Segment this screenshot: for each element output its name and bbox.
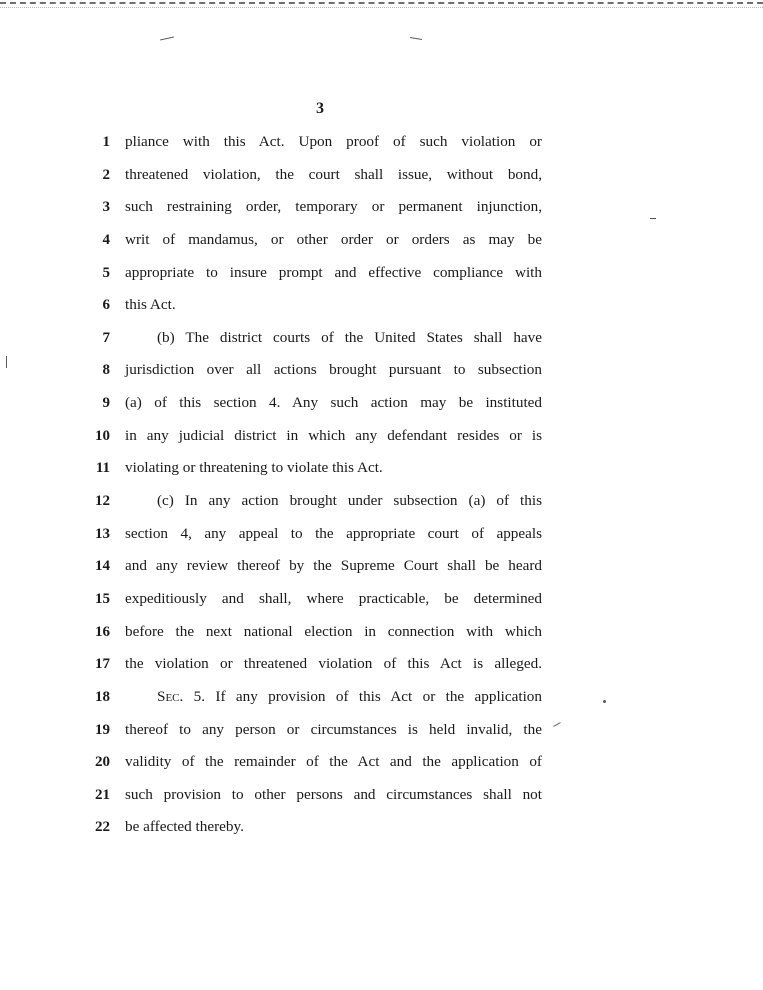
line-text: threatened violation, the court shall issue, without bond, [125, 165, 542, 183]
line-text: violating or threatening to violate this Act. [125, 459, 383, 477]
line-number: 13 [95, 525, 110, 542]
line-number: 10 [95, 427, 110, 444]
line-number: 14 [95, 558, 110, 575]
line-text: in any judicial district in which any defendant resides or is [125, 426, 542, 444]
line-text: (b) The district courts of the United States shall have [157, 328, 542, 346]
line-text: before the next national election in connection with which [125, 622, 542, 640]
line-text: this Act. [125, 296, 176, 314]
text-line [0, 716, 763, 749]
line-text: appropriate to insure prompt and effective compliance with [125, 263, 542, 281]
text-line [0, 291, 763, 324]
line-text: such restraining order, temporary or permanent injunction, [125, 198, 542, 216]
line-number: 21 [95, 786, 110, 803]
section-text: 5. If any provision of this Act or the application [183, 687, 542, 705]
top-border-rule [0, 2, 763, 4]
page-number: 3 [316, 100, 324, 117]
line-number: 1 [102, 134, 110, 150]
text-line [0, 618, 763, 651]
line-text: (a) of this section 4. Any such action may be instituted [125, 394, 542, 412]
text-line [0, 389, 763, 422]
bill-text [0, 128, 763, 846]
line-number: 3 [102, 199, 110, 216]
section-label: Sec. [157, 687, 184, 705]
top-border-dots [0, 7, 763, 8]
line-text: validity of the remainder of the Act and the application of [125, 753, 542, 771]
text-line [0, 128, 763, 161]
text-line [0, 324, 763, 357]
text-line [0, 193, 763, 226]
line-text: section 4, any appeal to the appropriate court of appeals [125, 524, 542, 542]
line-number: 6 [102, 297, 110, 314]
line-text: pliance with this Act. Upon proof of such violation or [125, 133, 542, 150]
line-number: 12 [95, 493, 110, 510]
line-text: jurisdiction over all actions brought pursuant to subsection [125, 361, 542, 379]
line-text: such provision to other persons and circumstances shall not [125, 785, 542, 803]
line-number: 15 [95, 590, 110, 607]
line-text: writ of mandamus, or other order or orders as may be [125, 230, 542, 248]
text-line [0, 422, 763, 455]
line-number: 16 [95, 623, 110, 640]
line-number: 9 [102, 395, 110, 412]
text-line [0, 650, 763, 683]
line-number: 20 [95, 754, 110, 771]
line-number: 4 [102, 231, 110, 248]
line-text: be affected thereby. [125, 818, 244, 836]
text-line [0, 226, 763, 259]
line-number: 2 [102, 166, 110, 183]
text-line [0, 683, 763, 716]
scan-mark [410, 37, 422, 40]
text-line [0, 356, 763, 389]
line-text: and any review thereof by the Supreme Court shall be heard [125, 557, 542, 575]
text-line [0, 454, 763, 487]
line-number: 8 [102, 362, 110, 379]
text-line [0, 259, 763, 292]
line-number: 19 [95, 721, 110, 738]
line-text: expeditiously and shall, where practicable, be determined [125, 589, 542, 607]
text-line [0, 813, 763, 846]
line-number: 22 [95, 819, 110, 836]
text-line [0, 781, 763, 814]
scan-mark [160, 37, 174, 41]
text-line [0, 585, 763, 618]
line-number: 11 [95, 460, 110, 477]
text-line [0, 552, 763, 585]
text-line [0, 487, 763, 520]
line-number: 5 [102, 264, 110, 281]
text-line [0, 748, 763, 781]
line-number: 18 [95, 688, 110, 705]
line-text [125, 688, 542, 706]
line-number: 17 [95, 656, 110, 673]
line-text: (c) In any action brought under subsection (a) of this [157, 492, 542, 510]
text-line [0, 520, 763, 553]
text-line [0, 161, 763, 194]
line-number: 7 [102, 329, 110, 346]
line-text: the violation or threatened violation of this Act is alleged. [125, 655, 542, 673]
line-text: thereof to any person or circumstances is held invalid, the [125, 720, 542, 738]
